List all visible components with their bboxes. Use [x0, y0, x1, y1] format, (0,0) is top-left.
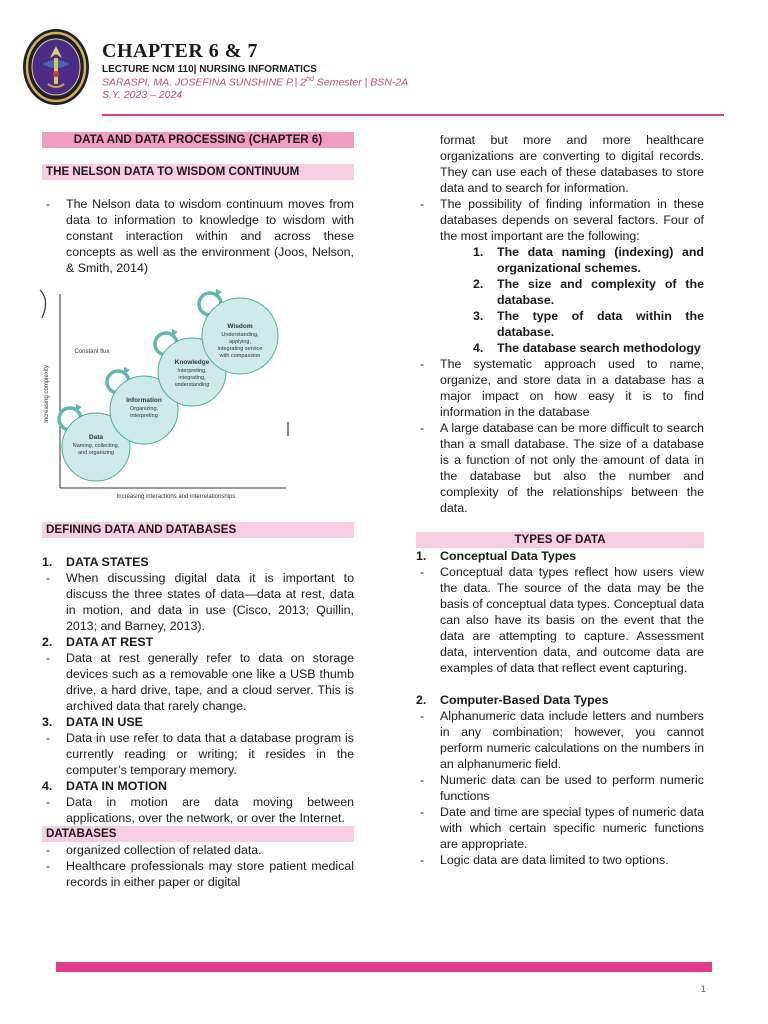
list-item: - Conceptual data types reflect how users view the data. The source of the data may be the basis of conceptual data types. Conceptual data can also have its basis on the event that the data are attempting to capture. Assessment data, intervention data, and outcome data are examples of data that reflect event capturing. — [420, 565, 704, 675]
list-item: - Data in use refer to data that a database program is currently reading or writing; it resides in the computer’s temporary memory. — [46, 731, 354, 777]
state-heading: 1. DATA STATES — [42, 555, 149, 569]
stage-desc: Organizing, — [129, 406, 159, 412]
arrow-head-icon — [76, 404, 82, 411]
factor-item: 3. The type of data within the database. — [473, 309, 704, 339]
list-item: - The systematic approach used to name, organize, and store data in a database has a major impact on how easy it is to find information in the database — [420, 357, 704, 419]
stage-name: Wisdom — [227, 323, 253, 330]
stage-name: Knowledge — [174, 359, 210, 366]
lecture-subtitle: LECTURE NCM 110| NURSING INFORMATICS — [102, 64, 317, 75]
nelson-continuum-diagram — [36, 284, 292, 502]
list-item: - The possibility of finding information in these databases depends on several factors. Four of the most important are the following: — [420, 197, 704, 243]
list-item: - Data at rest generally refer to data on storage devices such as a removable one like a USB thumb drive, a hard drive, tape, and a cloud server. This is archived data that rarely change. — [46, 651, 354, 713]
factor-item: 4. The database search methodology — [473, 341, 701, 355]
chapter-title: CHAPTER 6 & 7 — [102, 40, 258, 62]
x-axis-label: Increasing interactions and interrelationships — [116, 494, 236, 500]
computer-types-list — [416, 708, 704, 868]
stage-desc: understanding — [174, 382, 210, 388]
conceptual-heading: 1. Conceptual Data Types — [416, 549, 577, 563]
list-item: - A large database can be more difficult to search than a small database. The size of a database is a function of not only the amount of data in the database but also the number and complexity of the relationships between the data. — [420, 421, 704, 515]
stage-name: Data — [88, 434, 104, 441]
footer-bar — [56, 962, 712, 972]
stage-desc: with compassion — [219, 353, 261, 359]
y-axis-label: Increasing complexity — [44, 365, 50, 423]
page-number: 1 — [700, 984, 706, 994]
list-item: - The Nelson data to wisdom continuum moves from data to information to knowledge to wisdom with constant interaction within and across these concepts as well as the environment (Joos, Nelson, & Smith, 2014) — [46, 197, 354, 275]
right-column — [416, 132, 704, 868]
list-item: - Date and time are special types of numeric data with which certain specific numeric functions are appropriate. — [420, 805, 704, 851]
section-bar-types-of-data: TYPES OF DATA — [416, 532, 704, 548]
databases-continued-text: format but more and more healthcare organizations are converting to digital records. They can use each of these databases to store data and to search for information. — [440, 133, 704, 195]
section-bar-chapter6: DATA AND DATA PROCESSING (CHAPTER 6) — [42, 132, 354, 148]
left-column — [42, 132, 354, 890]
arrow-head-icon — [172, 329, 178, 336]
section-bar-defining: DEFINING DATA AND DATABASES — [42, 522, 354, 538]
author-line: SARASPI, MA. JOSEFINA SUNSHINE P.| 2nd Semester | BSN-2A — [102, 76, 409, 89]
list-item: - When discussing digital data it is important to discuss the three states of data—data at rest, data in motion, and data in use (Cisco, 2013; Quillin, 2013; and Barney, 2013). — [46, 571, 354, 633]
list-item: - Logic data are data limited to two options. — [420, 853, 669, 867]
header-divider — [102, 114, 724, 116]
factor-item: 2. The size and complexity of the database. — [473, 277, 704, 307]
stage-name: Information — [126, 397, 162, 404]
school-year: S.Y. 2023 – 2024 — [102, 89, 183, 101]
stage-desc: Understanding, — [221, 332, 259, 338]
list-item: - Healthcare professionals may store patient medical records in either paper or digital — [46, 859, 354, 889]
bracket-mark — [40, 290, 46, 318]
stage-desc: Naming, collecting, — [72, 443, 120, 449]
stage-desc: integrating, — [178, 375, 206, 381]
databases-list — [42, 842, 354, 890]
list-item: - Numeric data can be used to perform numeric functions — [420, 773, 704, 803]
stage-desc: and organizing — [77, 450, 115, 456]
constant-flux-label: Constant flux — [74, 349, 110, 355]
state-heading: 3. DATA IN USE — [42, 715, 143, 729]
search-factors-list — [416, 244, 704, 356]
arrow-head-icon — [124, 367, 130, 374]
school-seal-logo — [22, 28, 90, 106]
stage-desc: applying, — [228, 339, 252, 345]
state-heading: 4. DATA IN MOTION — [42, 779, 167, 793]
section-bar-databases: DATABASES — [42, 826, 354, 842]
arrow-head-icon — [216, 289, 222, 296]
list-item: - organized collection of related data. — [46, 843, 262, 857]
stage-desc: Interpreting, — [177, 368, 207, 374]
list-item: - Data in motion are data moving between applications, over the network, or over the Internet. — [46, 795, 354, 825]
factor-item: 1. The data naming (indexing) and organizational schemes. — [473, 245, 704, 275]
list-item: - Alphanumeric data include letters and numbers in any combination; however, you cannot perform numeric calculations on the numbers in an alphanumeric field. — [420, 709, 704, 771]
section-bar-nelson: THE NELSON DATA TO WISDOM CONTINUUM — [42, 164, 354, 180]
computer-based-heading: 2. Computer-Based Data Types — [416, 693, 609, 707]
stage-desc: interpreting — [130, 413, 158, 419]
stage-desc: integrating service — [217, 346, 263, 352]
state-heading: 2. DATA AT REST — [42, 635, 154, 649]
data-states-list — [42, 554, 354, 826]
